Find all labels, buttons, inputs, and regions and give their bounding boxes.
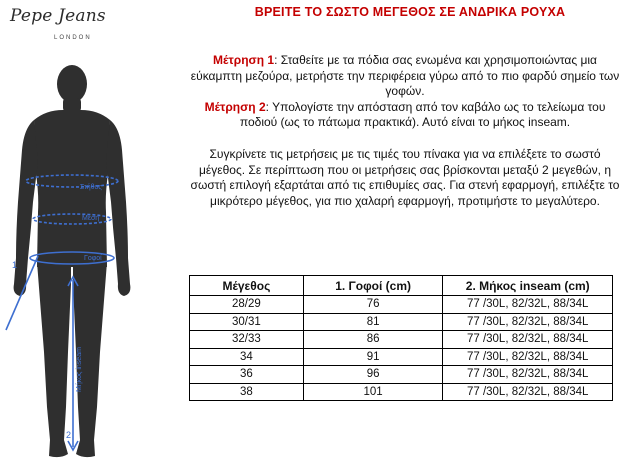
- cell-hips: 91: [303, 348, 443, 366]
- cell-size: 34: [190, 348, 304, 366]
- cell-size: 30/31: [190, 313, 304, 331]
- logo-brand-text: Pepe Jeans: [10, 6, 106, 26]
- table-row: [190, 366, 613, 384]
- label-hips: Γοφοί: [84, 255, 102, 262]
- cell-inseam: 77 /30L, 82/32L, 88/34L: [443, 331, 613, 349]
- table-row: [190, 383, 613, 401]
- label-waist: Μέση: [82, 215, 100, 222]
- size-table: [189, 275, 613, 401]
- label-chest: Στήθος: [80, 184, 102, 191]
- cell-hips: 86: [303, 331, 443, 349]
- header-inseam: 2. Μήκος inseam (cm): [443, 276, 613, 296]
- label-inseam: Μήκος inseam: [76, 347, 83, 392]
- cell-hips: 76: [303, 296, 443, 314]
- logo-sub-text: LONDON: [54, 35, 92, 41]
- table-row: [190, 296, 613, 314]
- cell-inseam: 77 /30L, 82/32L, 88/34L: [443, 383, 613, 401]
- compare-paragraph: Συγκρίνετε τις μετρήσεις με τις τιμές του πίνακα για να επιλέξετε το σωστό μέγεθος. Σε περίπτωση που οι μετρήσεις σας βρίσκονται μεταξύ 2 μεγεθών, η σωστή επιλογή εξαρτάται από τις επιθυμίες σας. Για στενή εφαρμογή, επιλέξτε το μικρότερο μέγεθος, για πιο χαλαρή εφαρμογή, προτιμήστε το μεγαλύτερο.: [190, 146, 620, 208]
- measurement-2-paragraph: [188, 100, 622, 131]
- header-hips: 1. Γοφοί (cm): [303, 276, 443, 296]
- measurement-1-paragraph: [188, 53, 622, 100]
- page-title: ΒΡΕΙΤΕ ΤΟ ΣΩΣΤΟ ΜΕΓΕΘΟΣ ΣΕ ΑΝΔΡΙΚΑ ΡΟΥΧΑ: [254, 5, 566, 19]
- cell-inseam: 77 /30L, 82/32L, 88/34L: [443, 366, 613, 384]
- header-size: Μέγεθος: [190, 276, 304, 296]
- cell-inseam: 77 /30L, 82/32L, 88/34L: [443, 348, 613, 366]
- table-header-row: [190, 276, 613, 296]
- cell-hips: 96: [303, 366, 443, 384]
- pepe-jeans-logo: [10, 6, 128, 46]
- cell-size: 32/33: [190, 331, 304, 349]
- marker-2: 2: [66, 430, 72, 440]
- measurement-1-label: Μέτρηση 1: [213, 53, 275, 67]
- marker-1: 1: [12, 260, 18, 270]
- body-silhouette: [14, 65, 131, 457]
- table-row: [190, 313, 613, 331]
- body-measurement-figure: [0, 62, 180, 462]
- cell-size: 36: [190, 366, 304, 384]
- table-row: [190, 348, 613, 366]
- cell-size: 28/29: [190, 296, 304, 314]
- cell-inseam: 77 /30L, 82/32L, 88/34L: [443, 313, 613, 331]
- cell-inseam: 77 /30L, 82/32L, 88/34L: [443, 296, 613, 314]
- cell-hips: 81: [303, 313, 443, 331]
- instructions-block: [188, 53, 622, 209]
- measurement-1-text: : Σταθείτε με τα πόδια σας ενωμένα και χρησιμοποιώντας μια εύκαμπτη μεζούρα, μετρήστε την περιφέρεια γύρω από το πιο φαρδύ σημείο των γοφών.: [190, 53, 620, 99]
- cell-hips: 101: [303, 383, 443, 401]
- measurement-2-text: : Υπολογίστε την απόσταση από τον καβάλο ως το τελείωμα του ποδιού (ως το πάτωμα πρακτικά). Αυτό είναι το μήκος inseam.: [239, 99, 606, 130]
- measurement-2-label: Μέτρηση 2: [204, 99, 266, 114]
- table-row: [190, 331, 613, 349]
- cell-size: 38: [190, 383, 304, 401]
